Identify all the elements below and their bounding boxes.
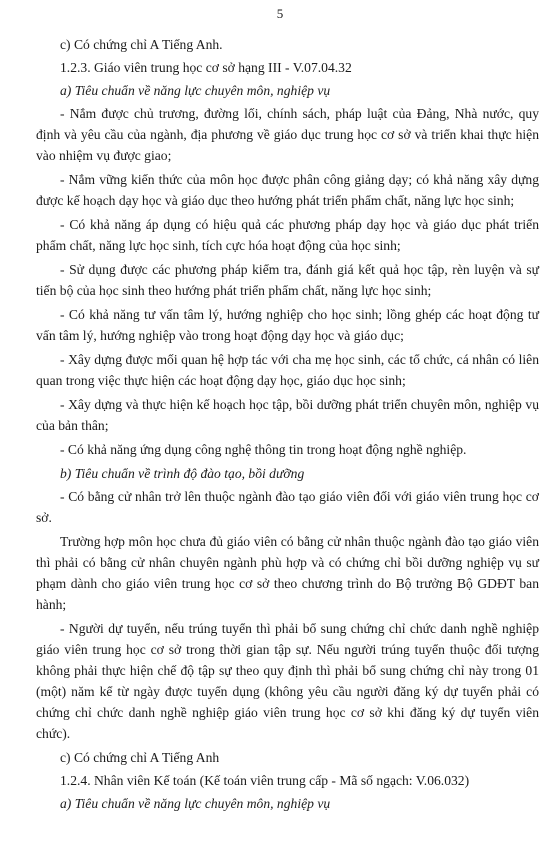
subheading-a-competence: a) Tiêu chuẩn về năng lực chuyên môn, nghiệp vụ xyxy=(60,83,331,98)
bullet-cooperation: - Xây dựng được mối quan hệ hợp tác với cha mẹ học sinh, các tổ chức, cá nhân có liên quan trong việc thực hiện các hoạt động dạy học, giáo dục học sinh; xyxy=(36,352,539,388)
bullet-assessment: - Sử dụng được các phương pháp kiểm tra, đánh giá kết quả học tập, rèn luyện và sự tiến bộ của học sinh theo hướng phát triển phẩm chất, năng lực học sinh; xyxy=(36,262,539,298)
section-heading-1-2-4: 1.2.4. Nhân viên Kế toán (Kế toán viên trung cấp - Mã số ngạch: V.06.032) xyxy=(60,773,470,788)
paragraph-exception: Trường hợp môn học chưa đủ giáo viên có bằng cử nhân thuộc ngành đào tạo giáo viên thì phải có bằng cử nhân chuyên ngành phù hợp và có chứng chỉ bồi dưỡng nghiệp vụ sư phạm dành cho giáo viên trung học cơ sở theo chương trình do Bộ trưởng Bộ GDĐT ban hành; xyxy=(36,534,539,612)
subheading-a-competence-2: a) Tiêu chuẩn về năng lực chuyên môn, nghiệp vụ xyxy=(60,796,331,811)
paragraph-english-cert: c) Có chứng chỉ A Tiếng Anh xyxy=(60,750,220,765)
subheading-b-training: b) Tiêu chuẩn về trình độ đào tạo, bồi dưỡng xyxy=(60,466,305,481)
section-heading-1-2-3: 1.2.3. Giáo viên trung học cơ sở hạng III - V.07.04.32 xyxy=(60,60,352,75)
bullet-policy: - Nắm được chủ trương, đường lối, chính sách, pháp luật của Đảng, Nhà nước, quy định và yêu cầu của ngành, địa phương về giáo dục trung học cơ sở và triển khai thực hiện vào nhiệm vụ được giao; xyxy=(36,106,539,163)
bullet-counseling: - Có khả năng tư vấn tâm lý, hướng nghiệp cho học sinh; lồng ghép các hoạt động tư vấn tâm lý, hướng nghiệp vào trong hoạt động dạy học và giáo dục; xyxy=(36,307,539,343)
paragraph-1: c) Có chứng chỉ A Tiếng Anh. xyxy=(60,37,223,52)
bullet-subject-knowledge: - Nắm vững kiến thức của môn học được phân công giảng dạy; có khả năng xây dựng được kế hoạch dạy học và giáo dục theo hướng phát triển phẩm chất, năng lực học sinh; xyxy=(36,172,539,208)
page-number: 5 xyxy=(276,6,284,21)
bullet-teaching-methods: - Có khả năng áp dụng có hiệu quả các phương pháp dạy học và giáo dục phát triển phẩm chất, năng lực học sinh, tích cực hóa hoạt động của học sinh; xyxy=(36,217,539,253)
document-body xyxy=(36,34,539,816)
bullet-certificate-requirement: - Người dự tuyển, nếu trúng tuyển thì phải bổ sung chứng chỉ chức danh nghề nghiệp giáo viên trung học cơ sở trong thời gian tập sự. Nếu người trúng tuyển thuộc đối tượng không phải thực hiện chế độ tập sự theo quy định thì phải bổ sung chứng chỉ này trong 01 (một) năm kể từ ngày được tuyển dụng (không yêu cầu người đăng ký dự tuyển phải có chứng chỉ chức danh nghề nghiệp giáo viên trung học cơ sở khi đăng ký dự tuyển viên chức). xyxy=(36,621,539,741)
bullet-it-skills: - Có khả năng ứng dụng công nghệ thông tin trong hoạt động nghề nghiệp. xyxy=(60,442,467,457)
bullet-bachelor-degree: - Có bằng cử nhân trở lên thuộc ngành đào tạo giáo viên đối với giáo viên trung học cơ sở. xyxy=(36,489,539,525)
bullet-self-development: - Xây dựng và thực hiện kế hoạch học tập, bồi dưỡng phát triển chuyên môn, nghiệp vụ của bản thân; xyxy=(36,397,539,433)
